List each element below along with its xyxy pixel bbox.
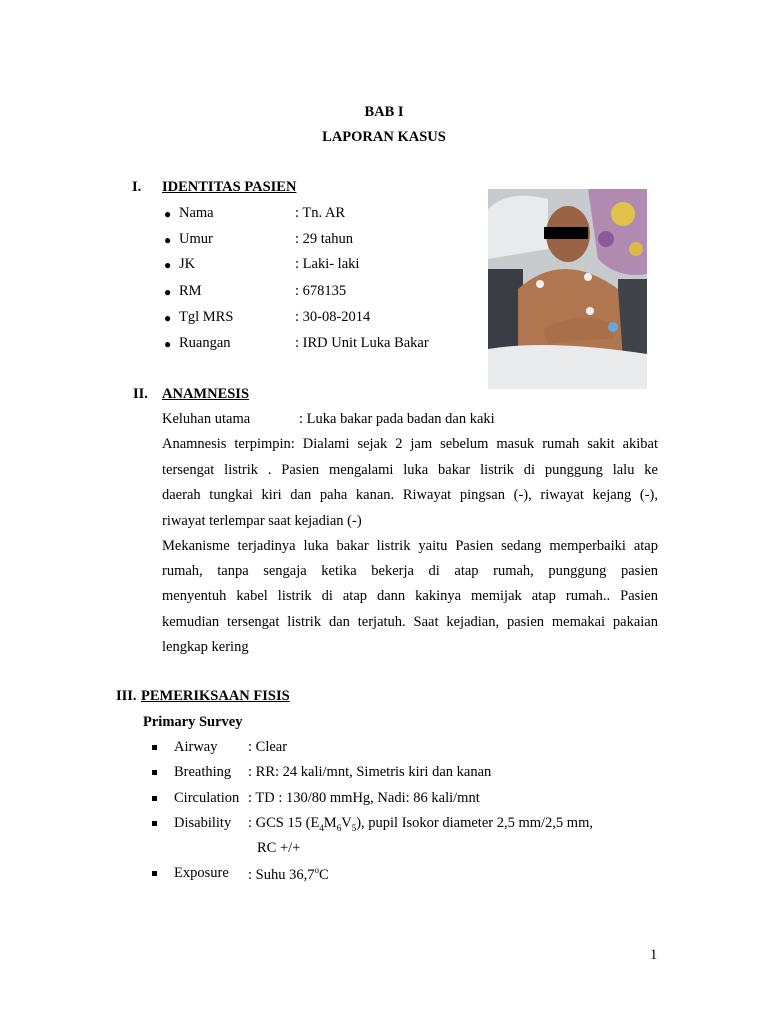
section-number: I. bbox=[132, 179, 142, 195]
chief-complaint-label: Keluhan utama bbox=[162, 411, 251, 427]
section-title: ANAMNESIS bbox=[162, 386, 250, 402]
field-label: Exposure bbox=[174, 865, 229, 881]
field-value: : 30-08-2014 bbox=[295, 309, 371, 325]
section-number: III. bbox=[116, 688, 137, 704]
field-label: JK bbox=[179, 256, 196, 272]
paragraph-line: menyentuh kabel listrik di atap dann kakinya memijak atap rumah.. Pasien bbox=[162, 588, 658, 604]
field-label: Disability bbox=[174, 815, 232, 831]
field-label: Airway bbox=[174, 739, 218, 755]
square-bullet-icon bbox=[152, 821, 157, 826]
bullet-icon: ● bbox=[164, 337, 172, 351]
paragraph-line: Mekanisme terjadinya luka bakar listrik yaitu Pasien sedang memperbaiki atap bbox=[162, 538, 658, 554]
subsection-title: Primary Survey bbox=[143, 714, 243, 730]
paragraph-line: lengkap kering bbox=[162, 639, 249, 655]
section-number: II. bbox=[133, 386, 148, 402]
square-bullet-icon bbox=[152, 871, 157, 876]
square-bullet-icon bbox=[152, 770, 157, 775]
square-bullet-icon bbox=[152, 796, 157, 801]
paragraph-line: tersengat listrik . Pasien mengalami luka bakar listrik di punggung lalu ke bbox=[162, 462, 658, 478]
bullet-icon: ● bbox=[164, 233, 172, 247]
section-title: IDENTITAS PASIEN bbox=[162, 179, 297, 195]
field-value: : Tn. AR bbox=[295, 205, 346, 221]
paragraph-line: daerah tungkai kiri dan paha kanan. Riwayat pingsan (-), riwayat kejang (-), bbox=[162, 487, 658, 503]
field-value: : RR: 24 kali/mnt, Simetris kiri dan kanan bbox=[248, 764, 492, 780]
chapter-label: BAB I bbox=[364, 104, 404, 120]
field-value: : Clear bbox=[248, 739, 288, 755]
chief-complaint-value: : Luka bakar pada badan dan kaki bbox=[299, 411, 495, 427]
page-number: 1 bbox=[650, 947, 658, 963]
bullet-icon: ● bbox=[164, 311, 172, 325]
field-value: : IRD Unit Luka Bakar bbox=[295, 335, 429, 351]
paragraph-line: kemudian tersengat listrik dan terjatuh. Saat kejadian, pasien memakai pakaian bbox=[162, 614, 658, 630]
field-label: Breathing bbox=[174, 764, 232, 780]
paragraph-line: riwayat terlempar saat kejadian (-) bbox=[162, 513, 362, 529]
field-value: : 29 tahun bbox=[295, 231, 353, 247]
field-label: Ruangan bbox=[179, 335, 231, 351]
patient-photo bbox=[488, 189, 647, 389]
bullet-icon: ● bbox=[164, 258, 172, 272]
field-value: : GCS 15 $(E_4M_6V_5)$, pupil Isokor diameter 2,5 mm/2,5 mm, bbox=[248, 815, 593, 833]
square-bullet-icon bbox=[152, 745, 157, 750]
field-label: Circulation bbox=[174, 790, 240, 806]
bullet-icon: ● bbox=[164, 285, 172, 299]
field-label: Nama bbox=[179, 205, 214, 221]
section-title: PEMERIKSAAN FISIS bbox=[141, 688, 290, 704]
report-title: LAPORAN KASUS bbox=[322, 129, 446, 145]
bullet-icon: ● bbox=[164, 207, 172, 221]
field-value: : Laki- laki bbox=[295, 256, 360, 272]
field-value: : 678135 bbox=[295, 283, 347, 299]
field-value-continuation: RC +/+ bbox=[257, 840, 301, 856]
field-label: Tgl MRS bbox=[179, 309, 234, 325]
field-value: : TD : 130/80 mmHg, Nadi: 86 kali/mnt bbox=[248, 790, 480, 806]
field-label: RM bbox=[179, 283, 202, 299]
paragraph-line: Anamnesis terpimpin: Dialami sejak 2 jam sebelum masuk rumah sakit akibat bbox=[162, 436, 658, 452]
field-value: : Suhu 36,7$^o$C bbox=[248, 865, 329, 883]
paragraph-line: rumah, tanpa sengaja ketika bekerja di atap rumah, punggung pasien bbox=[162, 563, 658, 579]
field-label: Umur bbox=[179, 231, 213, 247]
